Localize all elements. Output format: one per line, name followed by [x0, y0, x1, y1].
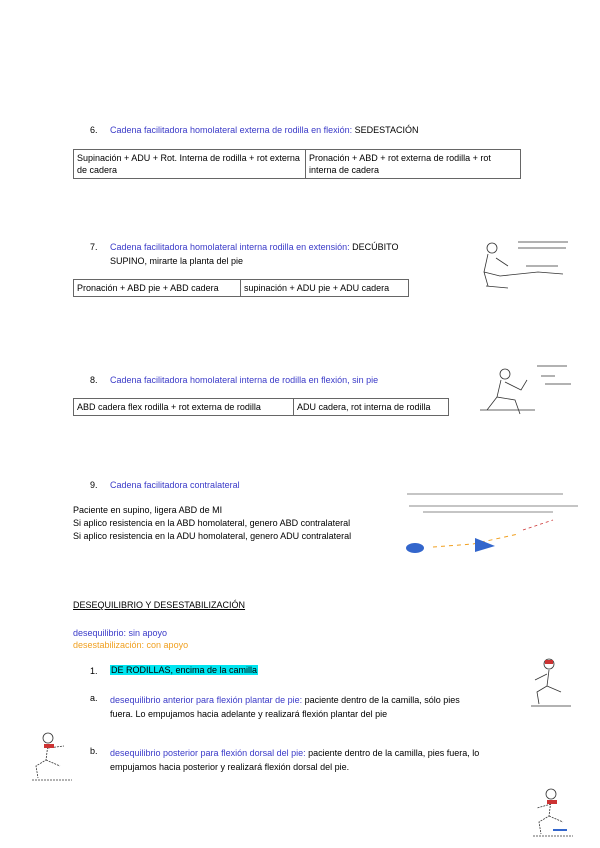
item-a-text	[110, 693, 530, 721]
section-9-line: Paciente en supino, ligera ABD de MI	[73, 505, 223, 515]
table-cell: ADU cadera, rot interna de rodilla	[294, 399, 449, 416]
kneeling-figure-illustration	[527, 652, 577, 712]
section-7-title: Cadena facilitadora homolateral interna rodilla en extensión:	[110, 242, 350, 252]
deseq-heading: DESEQUILIBRIO Y DESESTABILIZACIÓN	[73, 600, 246, 610]
item-number-6: 6.	[90, 125, 98, 135]
item-letter-b: b.	[90, 746, 98, 756]
seated-exercise-illustration	[475, 362, 575, 417]
section-7-position-cont: SUPINO, mirarte la planta del pie	[110, 256, 244, 266]
supine-exercise-illustration	[478, 236, 573, 291]
section-8-table	[73, 398, 449, 416]
item-number-9: 9.	[90, 480, 98, 490]
kneeling-figure-back-illustration	[527, 782, 577, 842]
item-b-text	[110, 746, 540, 774]
table-cell: Pronación + ABD pie + ABD cadera	[74, 280, 241, 297]
item-b-desc-cont: empujamos hacia posterior y realizará flexión dorsal del pie.	[110, 762, 350, 772]
section-7-heading	[110, 242, 399, 252]
table-cell: Pronación + ABD + rot externa de rodilla + rot interna de cadera	[306, 150, 521, 179]
kneeling-figure-push-illustration	[28, 724, 78, 784]
item-b-title: desequilibrio posterior para flexión dorsal del pie:	[110, 748, 306, 758]
section-9-line: Si aplico resistencia en la ABD homolateral, genero ABD contralateral	[73, 518, 351, 528]
item-b-desc: paciente dentro de la camilla, pies fuera, lo	[305, 748, 480, 758]
subheading-rodillas: DE RODILLAS, encima de la camilla	[111, 665, 258, 675]
desestab-definition: desestabilización: con apoyo	[73, 640, 189, 650]
section-6-position: SEDESTACIÓN	[352, 125, 419, 135]
item-number-8: 8.	[90, 375, 98, 385]
contralateral-diagram	[403, 490, 588, 560]
section-7-position: DECÚBITO	[349, 242, 399, 252]
item-a-desc: paciente dentro de la camilla, sólo pies	[302, 695, 460, 705]
table-cell: Supinación + ADU + Rot. Interna de rodilla + rot externa de cadera	[74, 150, 306, 179]
table-cell: ABD cadera flex rodilla + rot externa de rodilla	[74, 399, 294, 416]
section-6-heading	[110, 125, 419, 135]
section-9-body	[73, 504, 351, 543]
item-number-7: 7.	[90, 242, 98, 252]
item-a-title: desequilibrio anterior para flexión plantar de pie:	[110, 695, 303, 705]
section-9-title: Cadena facilitadora contralateral	[110, 480, 240, 490]
section-6-title: Cadena facilitadora homolateral externa de rodilla en flexión:	[110, 125, 353, 135]
deseq-definition: desequilibrio: sin apoyo	[73, 628, 168, 638]
item-letter-a: a.	[90, 693, 98, 703]
section-6-table	[73, 149, 521, 179]
item-number-1: 1.	[90, 666, 98, 676]
section-8-title: Cadena facilitadora homolateral interna de rodilla en flexión, sin pie	[110, 375, 379, 385]
item-a-desc-cont: fuera. Lo empujamos hacia adelante y realizará flexión plantar del pie	[110, 709, 388, 719]
section-7-table	[73, 279, 409, 297]
section-9-line: Si aplico resistencia en la ADU homolateral, genero ADU contralateral	[73, 531, 352, 541]
table-cell: supinación + ADU pie + ADU cadera	[241, 280, 409, 297]
